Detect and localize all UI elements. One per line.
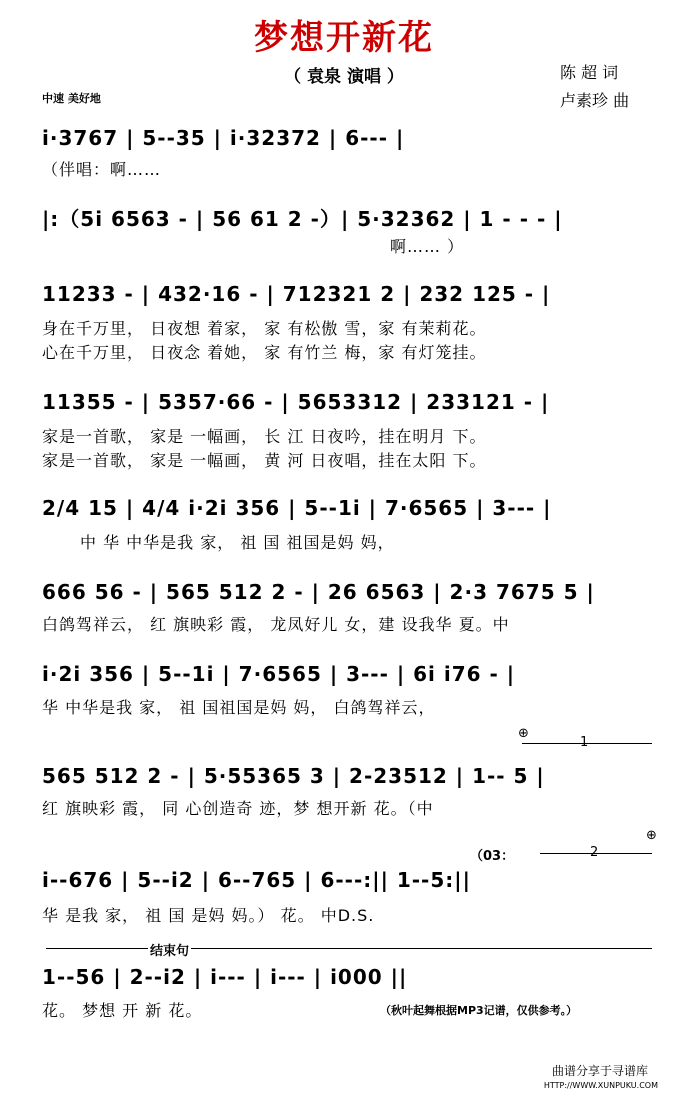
footer-site-name: 曲谱分享于寻谱库 — [551, 1064, 648, 1078]
footer-site-url: HTTP://WWW.XUNPUKU.COM — [543, 1081, 658, 1090]
lyrics-row-9: 华 是我 家， 祖 国 是妈 妈。） 花。 中D.S. — [42, 906, 375, 925]
lyrics-row-3b: 心在千万里， 日夜念 着她， 家 有竹兰 梅，家 有灯笼挂。 — [42, 343, 487, 362]
volta-2-label: 2 — [590, 845, 599, 860]
lyricist-credit: 陈 超 词 — [560, 63, 619, 82]
segno-icon: ⊕ — [518, 726, 529, 741]
prelude-note: （03： — [470, 849, 515, 864]
lyrics-row-2: 啊…… ） — [390, 237, 465, 256]
lyrics-row-5: 中 华 中华是我 家， 祖 国 祖国是妈 妈， — [80, 533, 395, 552]
score-row-9: i--676 | 5--i2 | 6--765 | 6---:|| 1--5:|| — [42, 868, 471, 892]
lyrics-row-10: 花。 梦想 开 新 花。 — [42, 1001, 203, 1020]
score-row-1: i·3767 | 5--35 | i·32372 | 6--- | — [42, 126, 405, 150]
volta-1-label: 1 — [580, 735, 589, 750]
tempo-marking: 中速 美好地 — [42, 92, 101, 105]
lyrics-row-7: 华 中华是我 家， 祖 国祖国是妈 妈， 白鸽驾祥云， — [42, 698, 436, 717]
lyrics-row-6: 白鸽驾祥云， 红 旗映彩 霞， 龙凤好儿 女，建 设我华 夏。中 — [42, 615, 510, 634]
coda-icon: ⊕ — [646, 828, 657, 843]
source-note: （秋叶起舞根据MP3记谱，仅供参考。） — [380, 1004, 578, 1017]
lyrics-row-1: （伴唱：啊…… — [42, 160, 162, 179]
lyrics-row-8: 红 旗映彩 霞， 同 心创造奇 迹，梦 想开新 花。（中 — [42, 799, 434, 818]
score-row-4: 11355 - | 5357·66 - | 5653312 | 233121 - | — [42, 390, 550, 414]
score-row-6: 666 56 - | 565 512 2 - | 26 6563 | 2·3 7675 5 | — [42, 580, 595, 604]
lyrics-row-4a: 家是一首歌， 家是 一幅画， 长 江 日夜吟，挂在明月 下。 — [42, 427, 487, 446]
ending-label: 结束句 — [148, 940, 191, 959]
composer-credit: 卢素珍 曲 — [560, 91, 630, 110]
lyrics-row-3a: 身在千万里， 日夜想 着家， 家 有松傲 雪，家 有茉莉花。 — [42, 319, 487, 338]
score-row-10: 1--56 | 2--i2 | i--- | i--- | i000 || — [42, 965, 408, 989]
lyrics-row-4b: 家是一首歌， 家是 一幅画， 黄 河 日夜唱，挂在太阳 下。 — [42, 451, 487, 470]
score-row-5: 2/4 15 | 4/4 i·2i 356 | 5--1i | 7·6565 | 3--- | — [42, 496, 552, 520]
song-title: 梦想开新花 — [254, 18, 434, 58]
singer-credit: （ 袁泉 演唱 ） — [284, 67, 404, 87]
score-row-8: 565 512 2 - | 5·55365 3 | 2-23512 | 1-- 5 | — [42, 764, 545, 788]
score-row-2: |:（5i 6563 - | 56 61 2 -）| 5·32362 | 1 - - - | — [42, 207, 563, 231]
score-row-7: i·2i 356 | 5--1i | 7·6565 | 3--- | 6i i76 - | — [42, 662, 516, 686]
score-row-3: 11233 - | 432·16 - | 712321 2 | 232 125 - | — [42, 282, 551, 306]
